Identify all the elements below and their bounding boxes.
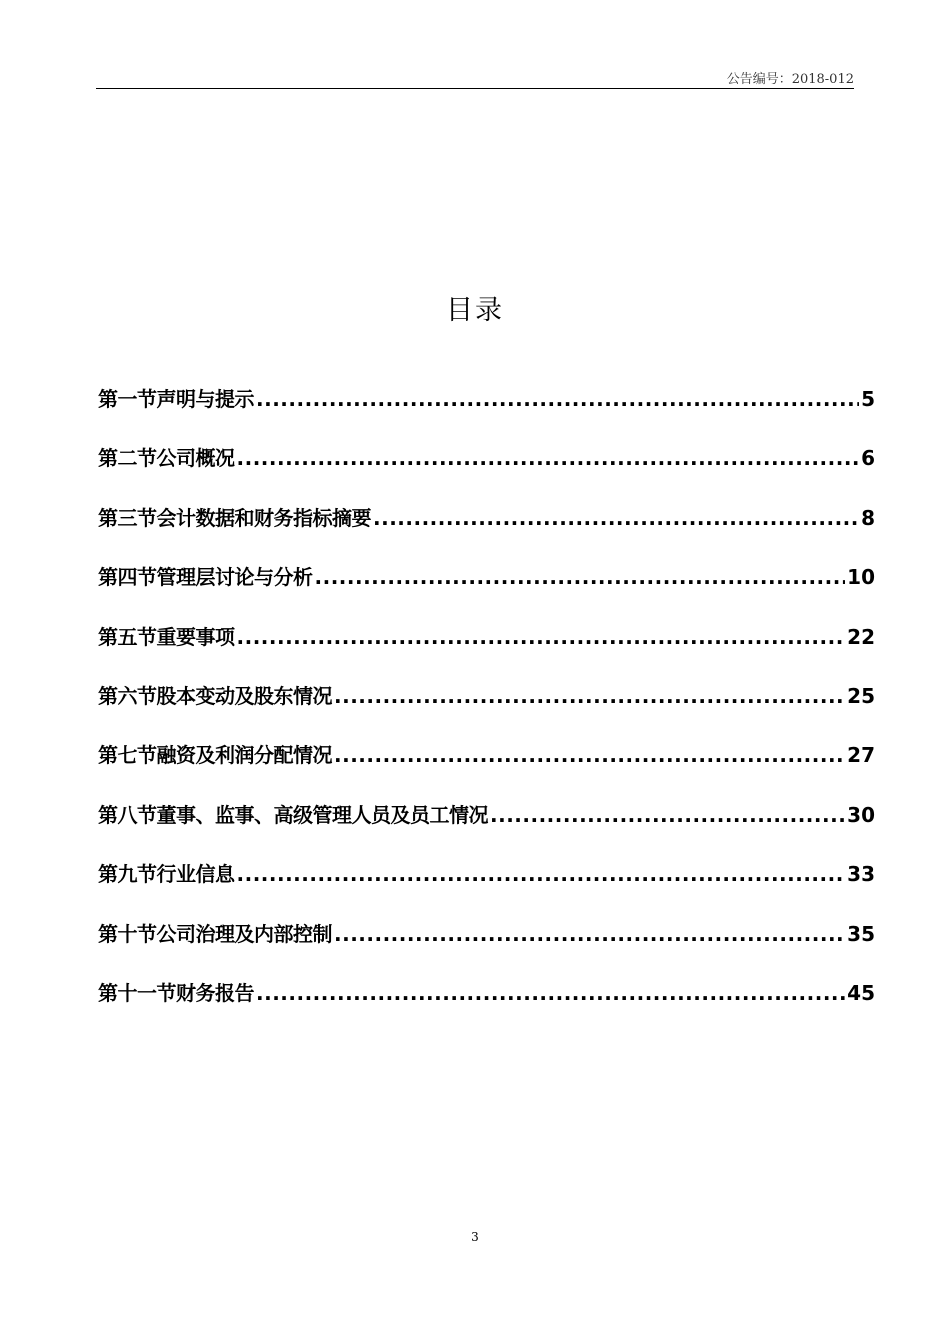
- toc-entry-label: 第七节融资及利润分配情况: [98, 743, 332, 768]
- toc-entry-label: 第十一节财务报告: [98, 980, 254, 1005]
- toc-entry-page: 45: [847, 980, 875, 1005]
- toc-leader-dots: [373, 506, 859, 530]
- toc-entry-page: 30: [847, 802, 875, 827]
- toc-entry-label: 第一节声明与提示: [98, 387, 254, 411]
- toc-entry-2[interactable]: [98, 442, 875, 501]
- toc-entry-label: 第四节管理层讨论与分析: [98, 565, 313, 590]
- toc-entry-1[interactable]: [98, 383, 875, 442]
- toc-leader-dots: [334, 922, 845, 946]
- toc-entry-label: 第三节会计数据和财务指标摘要: [98, 505, 371, 530]
- toc-entry-8[interactable]: [98, 799, 875, 858]
- toc-leader-dots: [334, 743, 845, 767]
- toc-entry-label: 第八节董事、监事、高级管理人员及员工情况: [98, 802, 488, 827]
- toc-entry-page: 8: [861, 505, 875, 530]
- toc-entry-page: 22: [847, 624, 875, 649]
- toc-entry-11[interactable]: [98, 977, 875, 1036]
- toc-leader-dots: [334, 684, 845, 708]
- toc-entry-label: 第十节公司治理及内部控制: [98, 921, 332, 946]
- toc-entry-6[interactable]: [98, 680, 875, 739]
- toc-entry-9[interactable]: [98, 858, 875, 917]
- toc-entry-page: 6: [861, 446, 875, 471]
- toc-entry-3[interactable]: [98, 502, 875, 561]
- toc-leader-dots: [237, 862, 846, 886]
- toc-entry-page: 10: [847, 565, 875, 590]
- toc-entry-page: 35: [847, 921, 875, 946]
- toc-entry-label: 第九节行业信息: [98, 862, 235, 887]
- toc-entry-10[interactable]: [98, 918, 875, 977]
- toc-leader-dots: [256, 387, 859, 411]
- toc-entry-4[interactable]: [98, 561, 875, 620]
- toc-entry-5[interactable]: [98, 621, 875, 680]
- toc-entry-page: 25: [847, 683, 875, 708]
- toc-entry-page: 27: [847, 743, 875, 768]
- toc-leader-dots: [237, 625, 846, 649]
- toc-entry-label: 第六节股本变动及股东情况: [98, 683, 332, 708]
- toc-entry-7[interactable]: [98, 739, 875, 798]
- toc-entry-label: 第五节重要事项: [98, 624, 235, 649]
- announcement-number: 公告编号：2018-012: [726, 72, 854, 87]
- toc-entry-page: 33: [847, 862, 875, 887]
- toc-leader-dots: [490, 803, 845, 827]
- header-divider: [96, 88, 854, 89]
- toc-leader-dots: [315, 565, 846, 589]
- page-number: 3: [471, 1230, 479, 1244]
- toc-entry-page: 5: [861, 387, 875, 411]
- toc-leader-dots: [256, 981, 845, 1005]
- table-of-contents: [98, 383, 875, 1036]
- toc-title: 目录: [446, 295, 504, 327]
- toc-entry-label: 第二节公司概况: [98, 446, 235, 471]
- toc-leader-dots: [237, 446, 860, 470]
